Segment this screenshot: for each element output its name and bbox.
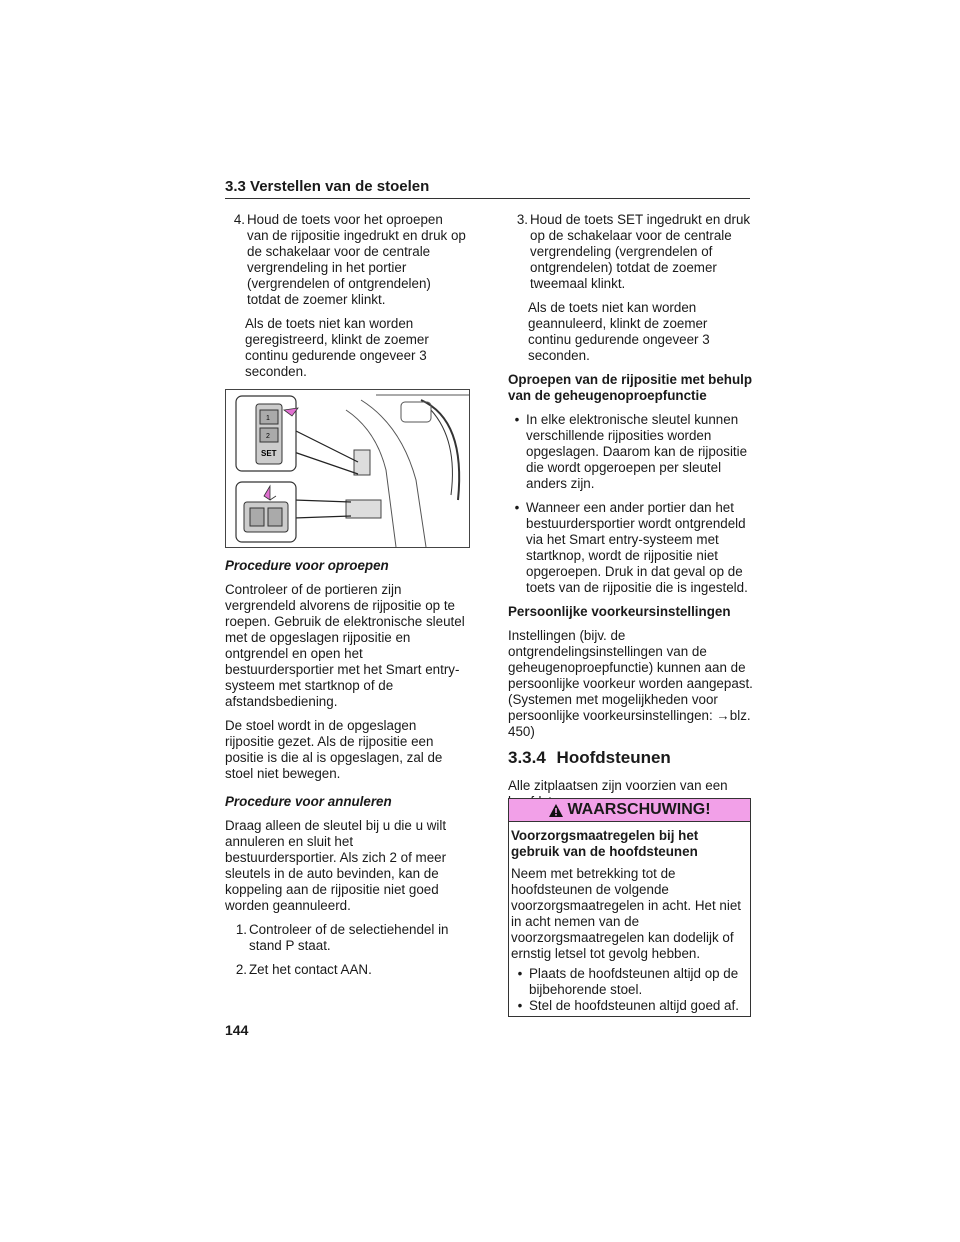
warning-body: [509, 822, 750, 1016]
warning-header: [509, 799, 750, 822]
subsection-number: 3.3.4: [508, 748, 546, 767]
section-title: 3.3 Verstellen van de stoelen: [225, 178, 430, 195]
memory-heading: Oproepen van de rijpositie met behulp van de geheugenoproepfunctie: [508, 372, 753, 403]
bullet-glyph: •: [517, 966, 523, 981]
cancel-step-1: [227, 922, 468, 954]
section-header: [225, 178, 750, 199]
recall-paragraph-1: Controleer of de portieren zijn vergrendeld alvorens de rijpositie op te roepen. Gebruik de elektronische sleutel met de opgeslagen rijpositie en ontgrendel en open het bestuurdersportier met het Smart entry-systeem met startknop of de afstandsbediening.: [225, 582, 465, 709]
bullet-item: [508, 412, 753, 492]
warning-box: [508, 798, 751, 1017]
bullet-item: [508, 500, 753, 596]
personal-settings-heading: Persoonlijke voorkeursinstellingen: [508, 604, 731, 619]
recall-heading: Procedure voor oproepen: [225, 558, 389, 573]
left-column-bottom: [225, 558, 468, 986]
bullet-glyph: •: [514, 500, 520, 515]
step-note: Als de toets niet kan worden geregistreerd, klinkt de zoemer continu gedurende ongeveer 3 seconden.: [245, 316, 429, 379]
button-2-label: 2: [266, 433, 270, 440]
page-number: 144: [225, 1022, 249, 1038]
warning-bullet: [511, 966, 748, 998]
cancel-step-2: [227, 962, 468, 978]
bullet-text: In elke elektronische sleutel kunnen verschillende rijposities worden opgeslagen. Daarom kan de rijpositie die wordt opgeroepen per sleutel anders zijn.: [526, 412, 748, 491]
warning-text: Neem met betrekking tot de hoofdsteunen de volgende voorzorgsmaatregelen in acht. Het niet in acht nemen van de voorzorgsmaatregelen kan dodelijk of ernstig letsel tot gevolg hebben.: [511, 866, 741, 961]
bullet-text: Plaats de hoofdsteunen altijd op de bijbehorende stoel.: [529, 966, 739, 997]
left-column-top: [225, 212, 468, 388]
warning-triangle-icon: [548, 803, 564, 818]
step-number: 2.: [235, 962, 247, 977]
step-number: 4.: [233, 212, 245, 227]
cancel-heading: Procedure voor annuleren: [225, 794, 392, 809]
headrest-intro: Alle zitplaatsen zijn voorzien van een: [508, 778, 728, 793]
step-note: Als de toets niet kan worden geannuleerd, klinkt de zoemer continu gedurende ongeveer 3 seconden.: [528, 300, 710, 363]
step-number: 3.: [516, 212, 528, 227]
step-text: Zet het contact AAN.: [249, 962, 372, 977]
step-text: Houd de toets SET ingedrukt en druk op de schakelaar voor de centrale vergrendeling (vergrendelen of ontgrendelen) totdat de zoemer tweemaal klinkt.: [530, 212, 751, 291]
step-4: [225, 212, 468, 308]
set-label: SET: [261, 449, 277, 458]
step-text: Controleer of de selectiehendel in stand P staat.: [249, 922, 449, 953]
step-number: 1.: [235, 922, 247, 937]
bullet-glyph: •: [514, 412, 520, 427]
right-column: [508, 212, 753, 818]
step-3: [508, 212, 753, 292]
personal-settings-paragraph: Instellingen (bijv. de ontgrendelingsinstellingen van de geheugenoproepfunctie) kunnen aan de persoonlijke voorkeur worden aangepast. (Systemen met mogelijkheden voor persoonlijke voorkeursinstellingen: →blz. 450): [508, 628, 753, 739]
warning-title: WAARSCHUWING!: [567, 801, 711, 818]
bullet-text: Wanneer een ander portier dan het bestuurdersportier wordt ontgrendeld via het Smart entry-systeem met startknop, wordt de rijpositie niet opgeroepen. Druk in dat geval op de toets van de rijpositie die is ingesteld.: [526, 500, 748, 595]
illustration-memory-buttons: [225, 389, 470, 548]
warning-bullet: [511, 998, 748, 1014]
button-1-label: 1: [266, 415, 270, 422]
bullet-glyph: •: [517, 998, 523, 1013]
recall-paragraph-2: De stoel wordt in de opgeslagen rijpositie gezet. Als de rijpositie een positie is die al is opgeslagen, zal de stoel niet bewegen.: [225, 718, 443, 781]
cancel-paragraph: Draag alleen de sleutel bij u die u wilt annuleren en sluit het bestuurdersportier. Als zich 2 of meer sleutels in de auto bevinden, kan de koppeling aan de rijpositie niet goed worden geannuleerd.: [225, 818, 447, 913]
step-text: Houd de toets voor het oproepen van de rijpositie ingedrukt en druk op de schakelaar voor de centrale vergrendeling in het portier (vergrendelen of ontgrendelen) totdat de zoemer klinkt.: [247, 212, 466, 307]
bullet-text: Stel de hoofdsteunen altijd goed af.: [529, 998, 739, 1013]
car-door-illustration: [226, 390, 469, 547]
subsection-title: Hoofdsteunen: [556, 748, 671, 767]
warning-subtitle: Voorzorgsmaatregelen bij het gebruik van de hoofdsteunen: [511, 828, 699, 859]
subsection-heading: [508, 748, 753, 768]
